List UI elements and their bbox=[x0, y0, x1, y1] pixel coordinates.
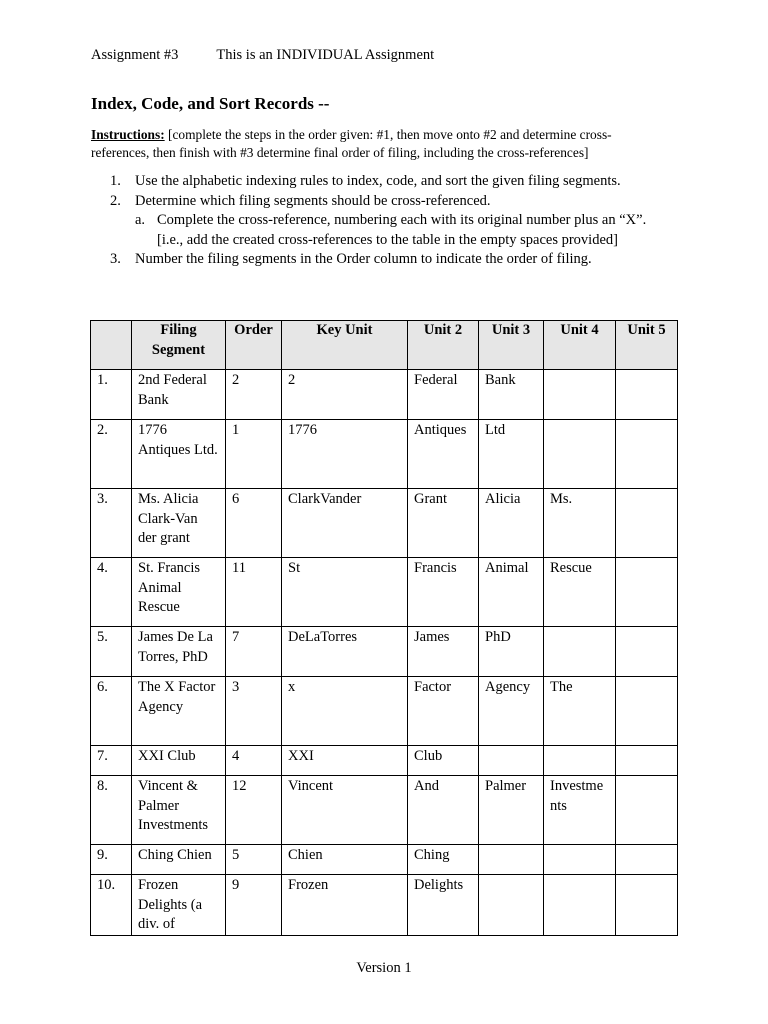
unit-5-cell bbox=[616, 627, 678, 677]
substep-letter: a. bbox=[135, 212, 146, 228]
substep-text: Complete the cross-reference, numbering each with its original number plus an “X”. bbox=[157, 212, 647, 228]
unit-5-cell bbox=[616, 558, 678, 627]
assignment-number: Assignment #3 bbox=[91, 47, 179, 63]
step-text: Use the alphabetic indexing rules to index, code, and sort the given filing segments. bbox=[135, 173, 621, 189]
order-cell: 2 bbox=[226, 370, 282, 420]
unit-2-cell: James bbox=[408, 627, 479, 677]
unit-4-cell: The bbox=[544, 677, 616, 746]
unit-3-cell: Agency bbox=[479, 677, 544, 746]
instructions bbox=[91, 126, 651, 162]
unit-2-cell: Club bbox=[408, 746, 479, 776]
filing-segment-cell: Frozen Delights (a div. of bbox=[132, 875, 226, 936]
unit-4-cell bbox=[544, 875, 616, 936]
key-unit-cell: DeLaTorres bbox=[282, 627, 408, 677]
order-cell: 3 bbox=[226, 677, 282, 746]
unit-2-cell: And bbox=[408, 776, 479, 845]
order-cell: 12 bbox=[226, 776, 282, 845]
filing-segment-cell: 2nd Federal Bank bbox=[132, 370, 226, 420]
unit-3-cell: PhD bbox=[479, 627, 544, 677]
header-key-unit: Key Unit bbox=[282, 321, 408, 370]
order-cell: 5 bbox=[226, 845, 282, 875]
instructions-label: Instructions: bbox=[91, 127, 165, 142]
page-header bbox=[91, 47, 434, 64]
step-list bbox=[110, 172, 670, 270]
unit-3-cell: Palmer bbox=[479, 776, 544, 845]
filing-table bbox=[90, 320, 678, 936]
unit-3-cell: Ltd bbox=[479, 420, 544, 489]
unit-4-cell: Rescue bbox=[544, 558, 616, 627]
row-number: 7. bbox=[91, 746, 132, 776]
table-row bbox=[91, 746, 678, 776]
key-unit-cell: x bbox=[282, 677, 408, 746]
unit-3-cell bbox=[479, 845, 544, 875]
unit-3-cell bbox=[479, 875, 544, 936]
order-cell: 11 bbox=[226, 558, 282, 627]
row-number: 5. bbox=[91, 627, 132, 677]
order-cell: 6 bbox=[226, 489, 282, 558]
instructions-text: [complete the steps in the order given: #1, then move onto #2 and determine cross-references, then finish with #3 determine final order of filing, including the cross-references] bbox=[91, 127, 612, 160]
step-number: 1. bbox=[110, 173, 121, 189]
step-item bbox=[110, 250, 670, 270]
row-number: 3. bbox=[91, 489, 132, 558]
unit-3-cell bbox=[479, 746, 544, 776]
assignment-note: This is an INDIVIDUAL Assignment bbox=[216, 47, 435, 63]
unit-4-cell: Investments bbox=[544, 776, 616, 845]
key-unit-cell: Vincent bbox=[282, 776, 408, 845]
unit-2-cell: Delights bbox=[408, 875, 479, 936]
table-row bbox=[91, 845, 678, 875]
table-row bbox=[91, 558, 678, 627]
table-row bbox=[91, 489, 678, 558]
header-order: Order bbox=[226, 321, 282, 370]
step-item bbox=[110, 172, 670, 192]
unit-2-cell: Factor bbox=[408, 677, 479, 746]
filing-segment-cell: The X Factor Agency bbox=[132, 677, 226, 746]
table-row bbox=[91, 370, 678, 420]
row-number: 2. bbox=[91, 420, 132, 489]
header-filing-segment: Filing Segment bbox=[132, 321, 226, 370]
table-header-row bbox=[91, 321, 678, 370]
substep-note: [i.e., add the created cross-references to the table in the empty spaces provided] bbox=[157, 231, 618, 248]
unit-5-cell bbox=[616, 776, 678, 845]
key-unit-cell: 1776 bbox=[282, 420, 408, 489]
row-number: 4. bbox=[91, 558, 132, 627]
header-unit-2: Unit 2 bbox=[408, 321, 479, 370]
table-row bbox=[91, 875, 678, 936]
unit-3-cell: Animal bbox=[479, 558, 544, 627]
unit-4-cell bbox=[544, 746, 616, 776]
filing-segment-cell: Ms. Alicia Clark-Van der grant bbox=[132, 489, 226, 558]
unit-2-cell: Federal bbox=[408, 370, 479, 420]
row-number: 6. bbox=[91, 677, 132, 746]
row-number: 1. bbox=[91, 370, 132, 420]
unit-5-cell bbox=[616, 489, 678, 558]
unit-5-cell bbox=[616, 875, 678, 936]
unit-3-cell: Bank bbox=[479, 370, 544, 420]
unit-2-cell: Grant bbox=[408, 489, 479, 558]
key-unit-cell: 2 bbox=[282, 370, 408, 420]
order-cell: 1 bbox=[226, 420, 282, 489]
substep-item bbox=[112, 211, 670, 231]
header-unit-3: Unit 3 bbox=[479, 321, 544, 370]
key-unit-cell: Chien bbox=[282, 845, 408, 875]
key-unit-cell: St bbox=[282, 558, 408, 627]
filing-segment-cell: St. Francis Animal Rescue bbox=[132, 558, 226, 627]
order-cell: 9 bbox=[226, 875, 282, 936]
step-item bbox=[110, 192, 670, 212]
step-text: Determine which filing segments should be cross-referenced. bbox=[135, 192, 491, 209]
order-cell: 7 bbox=[226, 627, 282, 677]
unit-4-cell bbox=[544, 845, 616, 875]
filing-segment-cell: James De La Torres, PhD bbox=[132, 627, 226, 677]
row-number: 9. bbox=[91, 845, 132, 875]
unit-5-cell bbox=[616, 420, 678, 489]
unit-3-cell: Alicia bbox=[479, 489, 544, 558]
unit-5-cell bbox=[616, 746, 678, 776]
unit-4-cell bbox=[544, 627, 616, 677]
header-number bbox=[91, 321, 132, 370]
unit-4-cell bbox=[544, 420, 616, 489]
page-footer: Version 1 bbox=[356, 960, 412, 976]
header-unit-4: Unit 4 bbox=[544, 321, 616, 370]
unit-4-cell bbox=[544, 370, 616, 420]
row-number: 10. bbox=[91, 875, 132, 936]
unit-2-cell: Francis bbox=[408, 558, 479, 627]
table-row bbox=[91, 627, 678, 677]
unit-2-cell: Antiques bbox=[408, 420, 479, 489]
unit-5-cell bbox=[616, 845, 678, 875]
table-row bbox=[91, 420, 678, 489]
order-cell: 4 bbox=[226, 746, 282, 776]
step-number: 3. bbox=[110, 251, 121, 267]
key-unit-cell: ClarkVander bbox=[282, 489, 408, 558]
unit-2-cell: Ching bbox=[408, 845, 479, 875]
key-unit-cell: XXI bbox=[282, 746, 408, 776]
table-row bbox=[91, 776, 678, 845]
filing-segment-cell: Vincent & Palmer Investments bbox=[132, 776, 226, 845]
step-text: Number the filing segments in the Order column to indicate the order of filing. bbox=[135, 251, 592, 267]
step-number: 2. bbox=[110, 192, 121, 209]
filing-segment-cell: 1776 Antiques Ltd. bbox=[132, 420, 226, 489]
table-body bbox=[91, 370, 678, 936]
row-number: 8. bbox=[91, 776, 132, 845]
unit-4-cell: Ms. bbox=[544, 489, 616, 558]
filing-segment-cell: Ching Chien bbox=[132, 845, 226, 875]
key-unit-cell: Frozen bbox=[282, 875, 408, 936]
filing-segment-cell: XXI Club bbox=[132, 746, 226, 776]
unit-5-cell bbox=[616, 677, 678, 746]
unit-5-cell bbox=[616, 370, 678, 420]
table-row bbox=[91, 677, 678, 746]
header-unit-5: Unit 5 bbox=[616, 321, 678, 370]
document-title: Index, Code, and Sort Records -- bbox=[91, 94, 330, 113]
